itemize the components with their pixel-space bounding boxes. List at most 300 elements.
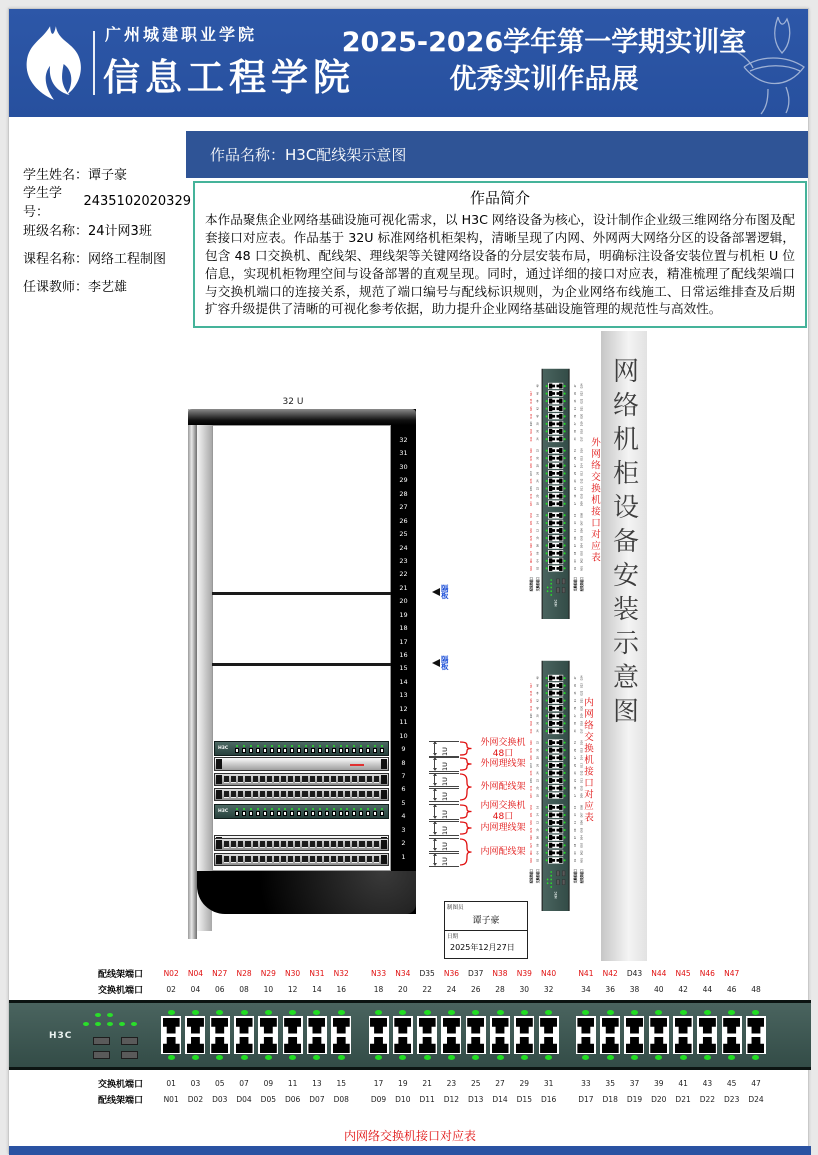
rack-u-number: 14 [399,677,408,686]
port-number-cell: 32 [543,984,554,994]
module-slot [562,871,565,876]
module-slot [93,1037,110,1045]
port-number-cell: 35 [573,721,577,725]
status-led [107,1022,113,1026]
port-number-cell: 09 [263,1078,274,1088]
port-number-cell: N33 [370,968,387,978]
rj45-jack-bottom [556,485,564,491]
port-led [250,808,252,810]
port-led [564,730,566,732]
port-number-cell: D43 [529,713,533,719]
port-number-group [529,447,533,508]
intro-title: 作品简介 [469,189,530,207]
port-number-cell: D19 [579,421,583,427]
shelf-divider-label [441,656,449,671]
jack-shape [549,812,555,817]
port-number-cell: N34 [529,785,533,791]
switch-chassis [9,1000,811,1070]
port-led [564,430,566,432]
rj45-jack-bottom [556,850,564,856]
port-led [216,1010,223,1015]
port-led [319,808,321,810]
port-led [284,745,286,747]
patch-port [317,791,322,798]
port-jack [235,748,239,753]
rj45-jack-top [539,1016,559,1035]
jack-shape [556,755,562,760]
port-led [216,1055,223,1060]
port-jack [345,748,349,753]
port-number-cell: D10 [579,785,583,791]
port-jack [263,811,267,816]
port-number-cell: 44 [535,399,539,403]
port-led [564,567,566,569]
jack-shape [556,486,562,491]
jack-shape [549,706,555,711]
port-number-cell: N01 [579,566,583,571]
switch-port [256,745,260,753]
port-led [257,745,259,747]
switch-port [339,808,343,816]
port-number-cell: 19 [573,786,577,790]
port-led [564,837,566,839]
jack-shape [549,493,555,498]
port-number-cell: 11 [573,821,577,824]
switch-brand-label: H3C [49,1031,73,1041]
one-u-label: 1U [441,842,449,851]
jack-shape [556,493,562,498]
port-led [564,472,566,474]
port-number-cell: 06 [214,984,225,994]
rack-device-patch [214,853,389,866]
annotation-line: 外网交换机 [480,738,526,748]
jack-shape [419,1037,436,1053]
port-led [564,400,566,402]
patch-port [367,856,372,863]
rack-device-patch [214,788,389,801]
port-number-cell: D07 [579,812,583,818]
port-number-group [573,447,577,508]
port-led [243,745,245,747]
rack-u-number: 26 [399,516,408,525]
port-led [564,829,566,831]
rj45-jack-bottom [556,455,564,461]
port-number-group [529,804,533,865]
patch-port [345,841,350,848]
rj45-port-column [744,1009,768,1061]
patch-port [274,776,279,783]
port-number-cell: 10 [263,984,274,994]
patch-port [288,776,293,783]
rj45-jack-top [746,1016,766,1035]
switch-port [345,745,349,753]
port-led [564,684,566,686]
port-jack [359,748,363,753]
jack-shape [492,1018,509,1034]
port-led [655,1010,662,1015]
rj45-port-group [545,382,566,443]
switch-port [380,745,384,753]
row-header-label: 交换机端口 [97,1079,143,1090]
port-jack [325,811,329,816]
jack-shape [556,383,562,388]
jack-shape [549,463,555,468]
rack-u-number: 13 [399,691,408,700]
port-number-cell: N28 [529,835,533,841]
rack-u-number: 6 [401,785,406,794]
port-number-cell: D02 [579,850,583,856]
port-number-cell: 20 [398,984,408,994]
port-number-cell: 26 [535,471,539,475]
port-number-cell: D18 [602,1094,618,1104]
port-led [326,745,328,747]
row-header-label: 交换机端口 [573,577,578,592]
device-annotation-label [471,801,535,822]
port-jack [352,748,356,753]
rj45-jack-top [548,762,556,768]
port-number-cell: N34 [395,968,411,978]
rj45-jack-bottom [556,819,564,825]
port-number-cell: D13 [579,762,583,768]
patch-port [345,776,350,783]
port-number-groups [573,674,577,864]
patch-port [245,841,250,848]
patch-port [324,791,329,798]
port-led [278,745,280,747]
status-led [119,1022,125,1026]
rj45-jack-bottom [576,1035,596,1054]
patch-port [274,841,279,848]
module-slot [562,587,565,592]
rj45-port-column [545,792,566,800]
port-led [564,503,566,505]
jack-shape [549,398,555,403]
jack-shape [602,1037,619,1053]
rj45-jack-top [548,827,556,833]
rj45-port-column [545,435,566,443]
rack-u-number: 8 [401,758,406,767]
port-number-cell [529,674,533,682]
port-led [564,806,566,808]
port-led [564,423,566,425]
port-led [728,1010,735,1015]
end-cap [381,790,387,799]
port-led [264,808,266,810]
jack-shape [211,1018,228,1034]
end-cap [381,759,387,769]
module-slot [562,879,565,884]
port-led [564,844,566,846]
port-led [521,1010,528,1015]
rj45-port-column [545,841,566,849]
jack-shape [516,1018,533,1034]
rj45-jack-bottom [490,1035,510,1054]
patch-port [317,856,322,863]
port-number-cell: N38 [529,463,533,469]
port-number-group [573,382,577,443]
rj45-jack-top [548,558,556,564]
rj45-port-column [574,1009,598,1061]
port-number-cell: 31 [573,741,577,745]
row-header-label: 配线架端口 [529,577,534,592]
jack-shape [549,513,555,518]
switch-port [380,808,384,816]
port-number-cell: D03 [212,1094,228,1104]
header-divider [93,31,95,95]
port-number-cell: 04 [535,559,539,563]
port-number-group [159,969,353,978]
port-number-cell: N27 [212,968,228,978]
port-led [631,1010,638,1015]
rj45-jack-top [548,428,556,434]
rj45-jack-bottom [556,421,564,427]
port-number-row [572,369,578,619]
school-flame-logo-icon [21,22,83,104]
port-number-group [529,739,533,800]
port-number-group [574,1079,768,1088]
port-led [607,1010,614,1015]
annotation-line: 内网理线架 [480,822,526,833]
rj45-jack-top [234,1016,254,1035]
jack-shape [236,1037,253,1053]
port-number-groups [529,674,533,864]
jack-shape [443,1018,460,1034]
rj45-port-column [545,462,566,470]
end-cap [381,775,387,784]
row-header-label: 配线架端口 [529,869,534,884]
port-number-cell: 22 [422,984,432,994]
jack-shape [556,843,562,848]
jack-shape [556,721,562,726]
port-number-cell: N32 [529,512,533,518]
port-number-group [535,447,539,508]
switch-port [235,808,239,816]
switch-port [263,745,267,753]
port-number-cell: D35 [529,778,533,783]
port-number-cell: N32 [529,804,533,810]
port-number-group [529,512,533,573]
rack-device-patch [214,773,389,786]
patch-port [281,776,286,783]
switch-port [270,808,274,816]
port-number-cell: 16 [535,805,539,809]
jack-shape [626,1018,643,1034]
patch-port [260,841,265,848]
status-led [107,1013,113,1017]
internal-switch-port-table-vertical [528,661,582,913]
jack-shape [540,1037,557,1053]
port-led [289,1055,296,1060]
rj45-port-zone [159,1003,768,1067]
jack-shape [556,690,562,695]
port-number-cell: N32 [333,968,349,978]
rj45-jack-top [548,793,556,799]
rj45-jack-bottom [556,463,564,469]
rack-shelf-divider-1 [212,592,391,595]
rj45-jack-top [393,1016,413,1035]
port-number-cell: 42 [535,407,539,411]
jack-shape [549,698,555,703]
port-number-cell: N41 [529,436,533,442]
rj45-jack-bottom [307,1035,327,1054]
dimension-arrow [433,768,437,771]
port-jack [235,811,239,816]
rj45-jack-bottom [556,740,564,746]
port-number-cell: 26 [535,763,539,767]
device-brand-label: H3C [218,809,229,814]
rj45-jack-bottom [556,698,564,704]
port-jack [380,748,384,753]
port-number-group [574,969,768,978]
port-number-cell: D12 [579,478,583,484]
jack-shape [556,763,562,768]
rj45-jack-bottom [161,1035,181,1054]
poster-page [8,8,809,1154]
rj45-port-column [545,405,566,413]
port-number-cell: 13 [573,521,577,525]
jack-shape [556,456,562,461]
rj45-jack-bottom [210,1035,230,1054]
port-number-cell: 33 [573,729,577,733]
jack-shape [419,1018,436,1034]
patch-port [238,856,243,863]
port-led [564,480,566,482]
rj45-port-group [545,674,566,735]
port-number-cell: 19 [398,1078,408,1088]
rack-u-number: 12 [399,704,408,713]
device-annotation-label [471,759,535,770]
rj45-jack-top [548,857,556,863]
shelf-divider-tag [432,585,449,600]
switch-port [283,808,287,816]
course-value: 网络工程制图 [88,251,167,267]
rj45-jack-top [548,819,556,825]
class-row [23,215,191,243]
port-jack [304,811,308,816]
port-number-cell: 06 [535,551,539,555]
port-jack [352,811,356,816]
port-led [564,385,566,387]
port-number-cell: D02 [579,558,583,564]
patch-port [295,856,300,863]
port-number-cell: 30 [535,748,539,752]
rj45-jack-top [210,1016,230,1035]
patch-port [302,856,307,863]
jack-shape [370,1037,387,1053]
rj45-jack-top [548,777,556,783]
rj45-port-group [545,804,566,865]
patch-port [367,791,372,798]
rack-u-number: 22 [399,570,408,579]
patch-port [331,841,336,848]
jack-shape [284,1037,301,1053]
port-jack [290,748,294,753]
port-led [564,560,566,562]
port-led [192,1055,199,1060]
port-number-cell: 05 [573,551,577,555]
switch-port [325,745,329,753]
port-number-cell: N02 [529,566,533,571]
rj45-jack-bottom [624,1035,644,1054]
rj45-port-column [695,1009,719,1061]
rj45-port-column [545,500,566,508]
port-led [424,1010,431,1015]
rj45-port-column [545,470,566,478]
port-led [375,1055,382,1060]
port-led [545,1055,552,1060]
rj45-port-group [159,1009,353,1061]
port-led [564,692,566,694]
port-number-cell: 29 [573,456,577,460]
rj45-jack-top [548,728,556,734]
rj45-port-column [545,849,566,857]
jack-shape [556,812,562,817]
port-number-cell: 01 [166,1078,176,1088]
port-number-cell: 38 [535,714,539,718]
rj45-jack-top [548,383,556,389]
port-number-cell: D06 [579,820,583,825]
switch-ports [235,808,384,816]
port-jack [249,748,253,753]
port-number-cell: 15 [573,805,577,809]
port-number-row [572,661,578,911]
port-number-cell: N42 [529,429,533,434]
port-number-cell: 10 [535,536,539,540]
switch-port [373,745,377,753]
dimension-arrow [433,753,437,756]
jack-shape [723,1018,740,1034]
rj45-jack-bottom [234,1035,254,1054]
patch-port [288,856,293,863]
port-number-cell: 39 [654,1078,664,1088]
end-cap [216,855,222,864]
port-number-cell: 27 [495,1078,505,1088]
port-jack [332,811,336,816]
rack-u-number: 4 [401,812,406,821]
rj45-port-column [545,777,566,785]
jack-shape [556,827,562,832]
jack-shape [549,551,555,556]
jack-shape [747,1018,764,1034]
intro-text: 本作品聚焦企业网络基础设施可视化需求，以 H3C 网络设备为核心，设计制作企业级三维网络分布图及配套接口对应表。作品基于 32U 标准网络机柜架构，清晰呈现了内网、外网两大网络分区的设备部署逻辑，包含 48 口交换机、配线架、理线架等关键网络设备的分层安装布局，明确标注设备安装位置与机柜 U 位信息，实现机柜物理空间与设备部署的直观呈现。同时，通过详细的接口对应表，精准梳理了配线架端口与交换机端口的连接关系，规范了端口编号与配线标识规则，为企业网络布线施工、日常运维排查及后期扩容升级提供了清晰的可视化参考依据，助力提升企业网络基础设施管理的规范性与高效性。 [205,212,795,317]
rj45-jack-bottom [556,770,564,776]
port-number-cell: 28 [495,984,505,994]
port-number-cell: D21 [579,406,583,412]
port-led [338,1055,345,1060]
rj45-jack-bottom [556,565,564,571]
port-jack [318,748,322,753]
patch-port [310,791,315,798]
patch-port [260,856,265,863]
rj45-jack-bottom [556,812,564,818]
port-number-row [528,661,534,911]
rj45-jack-top [697,1016,717,1035]
port-number-cell: N42 [529,721,533,726]
port-number-groups [159,969,768,978]
jack-shape [211,1037,228,1053]
port-led [564,852,566,854]
port-number-row [528,369,534,619]
jack-shape [187,1018,204,1034]
row-header-label: 配线架端口 [579,869,584,884]
one-u-label: 1U [441,792,449,801]
port-number-cell: 20 [535,786,539,790]
patch-port [274,856,279,863]
end-cap [216,790,222,799]
port-number-cell: 41 [678,1078,688,1088]
rack-left-post-inner [197,425,212,931]
rj45-jack-top [514,1016,534,1035]
